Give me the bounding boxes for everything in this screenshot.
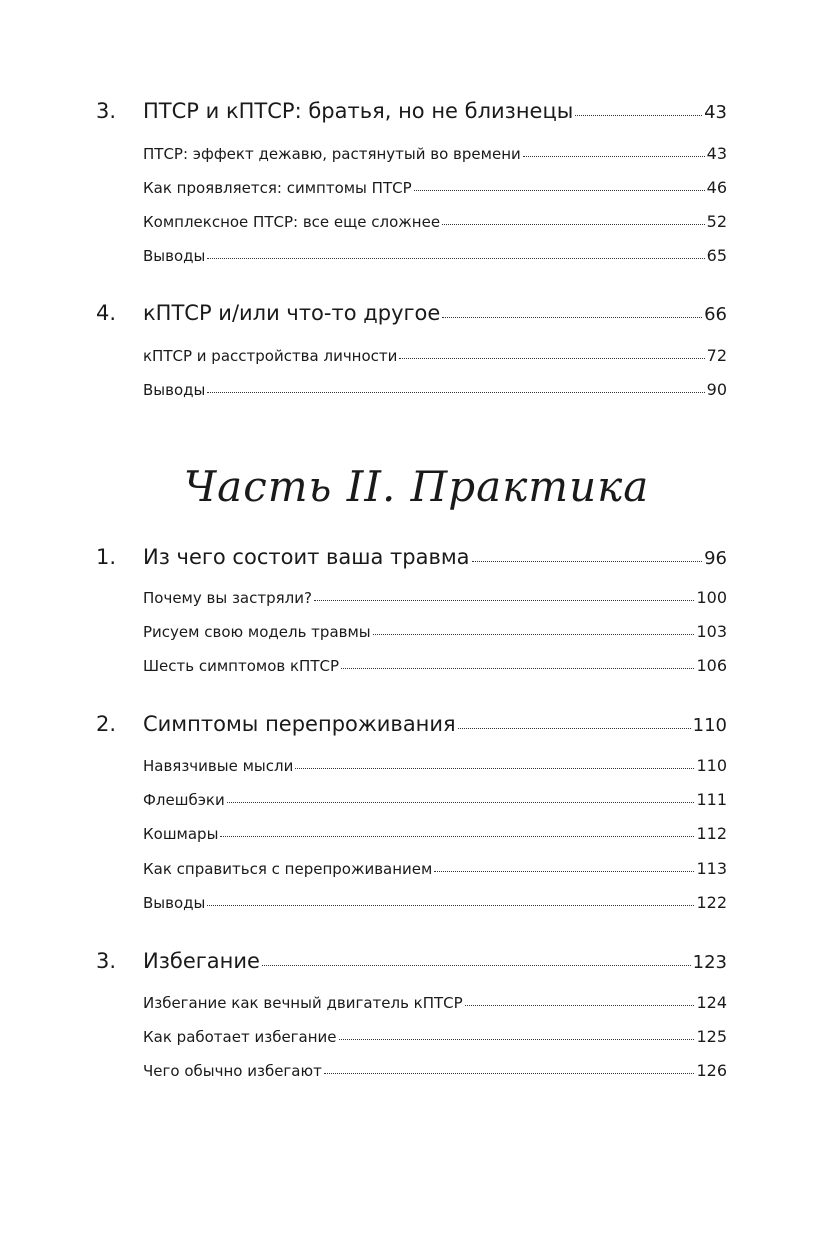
toc-subsection[interactable]: [0, 851, 833, 881]
page-number: 124: [696, 993, 727, 1012]
toc-subsection[interactable]: [0, 614, 833, 644]
page-number: 72: [706, 346, 727, 365]
dot-leader: [575, 115, 702, 116]
toc-subsection[interactable]: [0, 782, 833, 812]
toc-subsection[interactable]: [0, 816, 833, 846]
toc-subsection[interactable]: [0, 1019, 833, 1049]
subsection-title: Выводы: [143, 247, 206, 265]
chapter-number: 1.: [96, 545, 117, 569]
dot-leader: [207, 905, 694, 906]
part-heading: Часть II. Практика: [183, 462, 650, 511]
page-number: 106: [696, 656, 727, 675]
chapter-title: Из чего состоит ваша травма: [143, 545, 470, 569]
chapter-title: кПТСР и/или что-то другое: [143, 301, 441, 325]
subsection-title: Как проявляется: симптомы ПТСР: [143, 179, 412, 197]
chapter-title: Симптомы перепроживания: [143, 712, 456, 736]
dot-leader: [220, 836, 694, 837]
toc-chapter[interactable]: [0, 298, 833, 328]
page-number: 126: [696, 1061, 727, 1080]
toc-subsection[interactable]: [0, 1053, 833, 1083]
toc-chapter[interactable]: [0, 946, 833, 976]
dot-leader: [324, 1073, 695, 1074]
dot-leader: [339, 1039, 695, 1040]
subsection-title: ПТСР: эффект дежавю, растянутый во времени: [143, 145, 521, 163]
page-number: 96: [704, 548, 727, 569]
toc-subsection[interactable]: [0, 748, 833, 778]
toc-chapter[interactable]: [0, 542, 833, 572]
page-number: 52: [706, 212, 727, 231]
dot-leader: [227, 802, 695, 803]
subsection-title: Как справиться с перепроживанием: [143, 860, 433, 878]
chapter-title: Избегание: [143, 949, 260, 973]
page-number: 113: [696, 859, 727, 878]
subsection-title: Кошмары: [143, 825, 219, 843]
dot-leader: [262, 965, 691, 966]
page-number: 100: [696, 588, 727, 607]
page-number: 112: [696, 824, 727, 843]
toc-subsection[interactable]: [0, 338, 833, 368]
dot-leader: [414, 190, 705, 191]
dot-leader: [465, 1005, 695, 1006]
subsection-title: Как работает избегание: [143, 1028, 337, 1046]
dot-leader: [314, 600, 694, 601]
subsection-title: Выводы: [143, 894, 206, 912]
chapter-title: ПТСР и кПТСР: братья, но не близнецы: [143, 99, 574, 123]
page-number: 110: [692, 715, 727, 736]
toc-subsection[interactable]: [0, 238, 833, 268]
dot-leader: [207, 258, 704, 259]
dot-leader: [472, 561, 703, 562]
page-number: 65: [706, 246, 727, 265]
toc-subsection[interactable]: [0, 372, 833, 402]
toc-subsection[interactable]: [0, 648, 833, 678]
chapter-number: 3.: [96, 949, 117, 973]
dot-leader: [399, 358, 704, 359]
page-number: 66: [704, 304, 727, 325]
dot-leader: [207, 392, 704, 393]
subsection-title: Комплексное ПТСР: все еще сложнее: [143, 213, 441, 231]
chapter-number: 2.: [96, 712, 117, 736]
dot-leader: [295, 768, 694, 769]
page-number: 103: [696, 622, 727, 641]
subsection-title: Рисуем свою модель травмы: [143, 623, 371, 641]
dot-leader: [458, 728, 691, 729]
page-number: 122: [696, 893, 727, 912]
dot-leader: [373, 634, 695, 635]
dot-leader: [442, 224, 705, 225]
toc-subsection[interactable]: [0, 204, 833, 234]
toc-subsection[interactable]: [0, 885, 833, 915]
subsection-title: Навязчивые мысли: [143, 757, 294, 775]
page-number: 43: [704, 102, 727, 123]
page-number: 123: [692, 952, 727, 973]
subsection-title: Флешбэки: [143, 791, 225, 809]
page-number: 43: [706, 144, 727, 163]
subsection-title: кПТСР и расстройства личности: [143, 347, 398, 365]
subsection-title: Шесть симптомов кПТСР: [143, 657, 340, 675]
toc-chapter[interactable]: [0, 96, 833, 126]
page-number: 46: [706, 178, 727, 197]
toc-subsection[interactable]: [0, 985, 833, 1015]
toc-subsection[interactable]: [0, 580, 833, 610]
dot-leader: [341, 668, 694, 669]
chapter-number: 4.: [96, 301, 117, 325]
toc-subsection[interactable]: [0, 170, 833, 200]
subsection-title: Почему вы застряли?: [143, 589, 312, 607]
chapter-number: 3.: [96, 99, 117, 123]
subsection-title: Избегание как вечный двигатель кПТСР: [143, 994, 463, 1012]
dot-leader: [523, 156, 705, 157]
subsection-title: Чего обычно избегают: [143, 1062, 322, 1080]
dot-leader: [442, 317, 702, 318]
dot-leader: [434, 871, 694, 872]
page-number: 110: [696, 756, 727, 775]
page-number: 111: [696, 790, 727, 809]
toc-chapter[interactable]: [0, 709, 833, 739]
subsection-title: Выводы: [143, 381, 206, 399]
page-number: 125: [696, 1027, 727, 1046]
page-number: 90: [706, 380, 727, 399]
toc-subsection[interactable]: [0, 136, 833, 166]
